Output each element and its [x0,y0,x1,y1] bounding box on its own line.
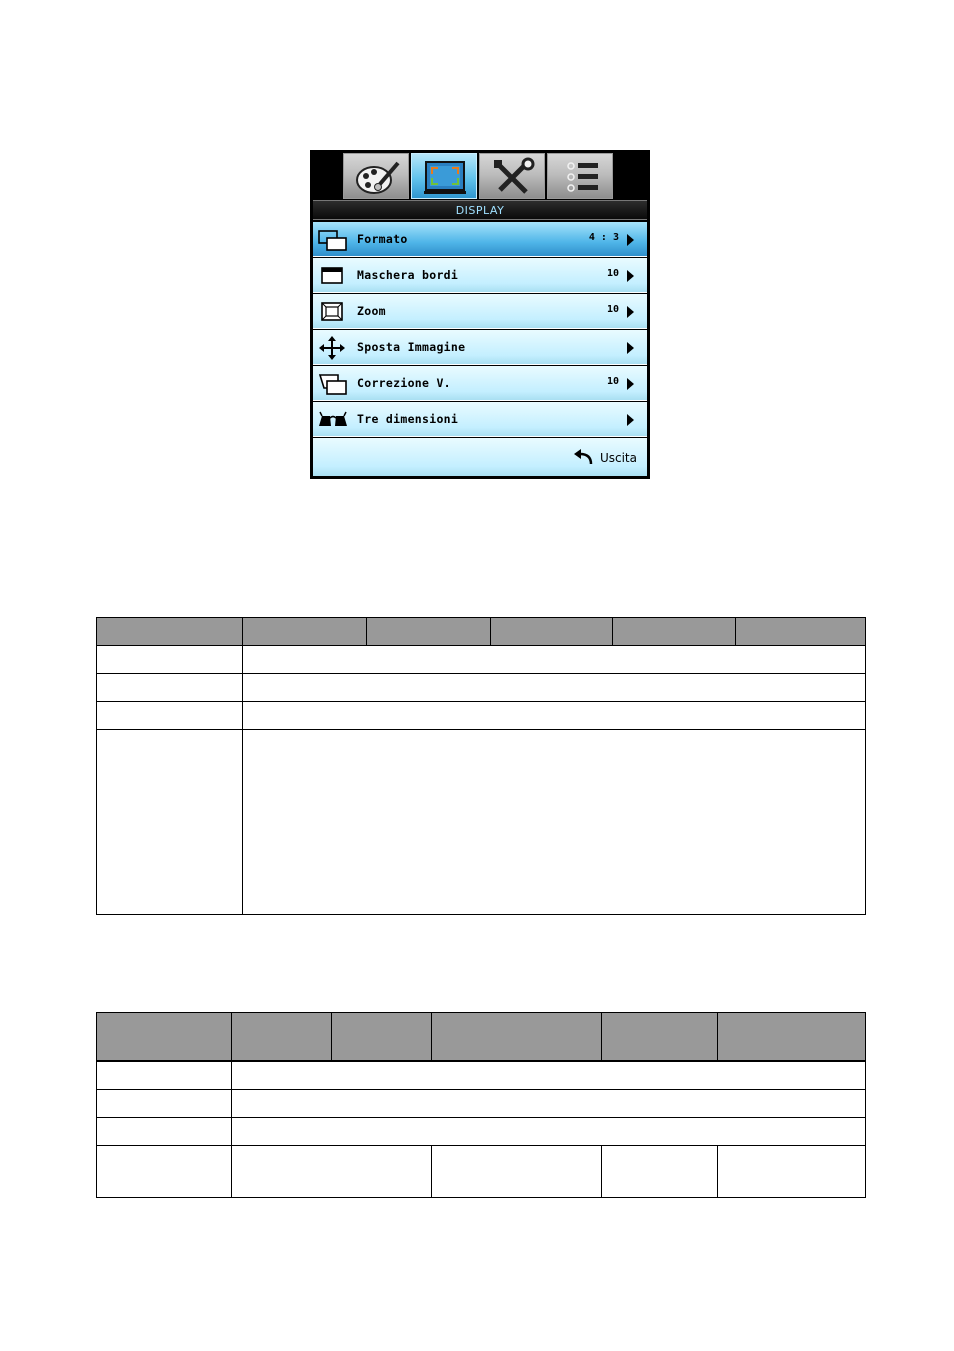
table-row [97,1118,866,1146]
return-arrow-icon [573,448,593,466]
chevron-right-icon[interactable] [627,306,634,318]
table-cell [97,702,243,730]
menu-item-correzione-v[interactable] [313,366,647,401]
table-row [97,1061,866,1090]
chevron-right-icon[interactable] [627,270,634,282]
table-header-row [97,1013,866,1062]
palette-icon [344,154,410,200]
table-cell [97,730,243,915]
menu-item-value: 10 [606,376,619,387]
table-cell [243,702,866,730]
tab-setup[interactable] [479,153,545,199]
menu-item-maschera-bordi[interactable] [313,258,647,293]
spec-table-2 [96,1012,866,1198]
table-cell [97,1061,232,1090]
spec-table-1 [96,617,866,915]
table-row [97,646,866,674]
menu-item-label: Correzione V. [357,376,451,390]
menu-item-label: Tre dimensioni [357,412,459,426]
menu-item-label: Sposta Immagine [357,340,466,354]
zoom-icon [318,300,348,324]
table-cell [97,1146,232,1198]
table-header-cell [243,618,367,646]
table-header-cell [97,618,243,646]
table-cell [232,1146,432,1198]
3d-glasses-icon [318,408,348,432]
table-header-cell [602,1013,718,1062]
menu-item-label: Formato [357,232,408,246]
menu-item-value: 10 [606,304,619,315]
exit-row[interactable] [313,438,647,476]
table-header-cell [491,618,613,646]
osd-tab-bar [343,153,613,199]
move-arrows-icon [318,336,348,360]
table-cell [432,1146,602,1198]
table-row [97,730,866,915]
table-header-cell [432,1013,602,1062]
tab-options[interactable] [547,153,613,199]
edge-mask-icon [318,264,348,288]
tab-picture[interactable] [343,153,409,199]
table-cell [243,730,866,915]
chevron-right-icon[interactable] [627,378,634,390]
table-cell [97,1118,232,1146]
table-cell [232,1118,866,1146]
table-cell [232,1061,866,1090]
keystone-icon [318,372,348,396]
table-row [97,1090,866,1118]
table-cell [97,1090,232,1118]
menu-title: DISPLAY [455,204,505,217]
table-cell [243,646,866,674]
table-cell [243,674,866,702]
table-cell [97,646,243,674]
menu-item-value: 4 : 3 [588,232,619,243]
menu-list [313,222,647,476]
table-header-row [97,618,866,646]
chevron-right-icon[interactable] [627,234,634,246]
menu-item-label: Maschera bordi [357,268,459,282]
tab-display[interactable] [411,153,477,199]
table-cell [602,1146,718,1198]
table-row [97,674,866,702]
table-header-cell [97,1013,232,1062]
menu-title-bar [313,200,647,220]
display-screen-icon [412,154,478,200]
table-header-cell [613,618,736,646]
table-header-cell [232,1013,332,1062]
table-header-cell [718,1013,866,1062]
menu-item-label: Zoom [357,304,386,318]
table-header-cell [367,618,491,646]
menu-item-formato[interactable] [313,222,647,257]
table-cell [232,1090,866,1118]
menu-item-tre-dimensioni[interactable] [313,402,647,437]
aspect-ratio-icon [318,228,348,252]
table-row [97,1146,866,1198]
table-cell [97,674,243,702]
tools-icon [480,154,546,200]
table-header-cell [736,618,866,646]
chevron-right-icon[interactable] [627,342,634,354]
menu-item-value: 10 [606,268,619,279]
chevron-right-icon[interactable] [627,414,634,426]
exit-label: Uscita [599,451,637,465]
list-icon [548,154,614,200]
table-cell [718,1146,866,1198]
osd-display-menu [310,150,650,479]
table-row [97,702,866,730]
menu-item-zoom[interactable] [313,294,647,329]
menu-item-sposta-immagine[interactable] [313,330,647,365]
table-header-cell [332,1013,432,1062]
